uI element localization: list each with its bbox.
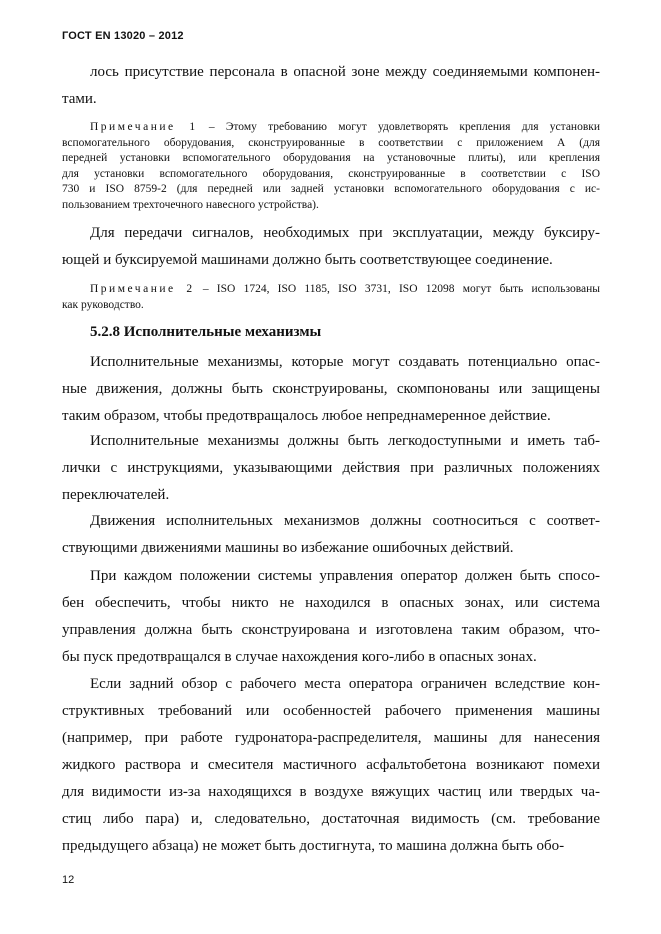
paragraph bbox=[62, 428, 600, 509]
text-line: жидкого раствора и смесителя мастичного асфальтобетона возникают помехи bbox=[62, 757, 600, 773]
note-1 bbox=[62, 120, 600, 213]
note-2 bbox=[62, 282, 600, 313]
text-line: Исполнительные механизмы, которые могут создавать потенциально опас- bbox=[90, 354, 600, 370]
text-line: бы пуск предотвращался в случае нахождения кого-либо в опасных зонах. bbox=[62, 649, 537, 665]
text-line: Если задний обзор с рабочего места оператора ограничен вследствие кон- bbox=[90, 676, 600, 692]
note-line: передней установки вспомогательного оборудования на установочные плиты), или крепления bbox=[62, 152, 600, 164]
text-line: Исполнительные механизмы должны быть легкодоступными и иметь таб- bbox=[90, 433, 600, 449]
note-line bbox=[62, 120, 600, 136]
note-line: 730 и ISO 8759-2 (для передней или задней установки вспомогательного оборудования с ис- bbox=[62, 183, 600, 195]
text-line: лось присутствие персонала в опасной зоне между соединяемыми компонен- bbox=[90, 64, 600, 80]
text-line: переключателей. bbox=[62, 487, 170, 503]
text-line: предыдущего абзаца) не может быть достигнута, то машина должна быть обо- bbox=[62, 838, 565, 854]
text-line: управления должна быть сконструирована и изготовлена таким образом, что- bbox=[62, 622, 600, 638]
text-line: бен обеспечить, чтобы никто не находился в опасных зонах, или система bbox=[62, 595, 600, 611]
text-line: структивных требований или особенностей рабочего применения машины bbox=[62, 703, 600, 719]
text-line: Движения исполнительных механизмов должны соотноситься с соответ- bbox=[90, 513, 600, 529]
paragraph bbox=[62, 220, 600, 274]
note-label: Примечание 1 bbox=[90, 121, 198, 133]
paragraph bbox=[62, 59, 600, 113]
paragraph bbox=[62, 349, 600, 430]
note-text: – ISO 1724, ISO 1185, ISO 3731, ISO 12098 могут быть использованы bbox=[202, 283, 600, 295]
text-line: лички с инструкциями, указывающими действия при различных положениях bbox=[62, 460, 600, 476]
paragraph bbox=[62, 563, 600, 671]
section-heading: 5.2.8 Исполнительные механизмы bbox=[90, 324, 322, 340]
text-line: Для передачи сигналов, необходимых при эксплуатации, между буксиру- bbox=[90, 225, 600, 241]
note-line: пользованием трехточечного навесного устройства). bbox=[62, 198, 319, 211]
note-line: для установки вспомогательного оборудования, сконструированные в соответствии с ISO bbox=[62, 167, 600, 180]
paragraph bbox=[62, 671, 600, 860]
text-line: (например, при работе гудронатора-распределителя, машины для нанесения bbox=[62, 730, 600, 746]
note-text: – Этому требованию могут удовлетворять крепления для установки bbox=[208, 121, 600, 133]
text-line: стиц либо пара) и, следовательно, достаточная видимость (см. требование bbox=[62, 811, 600, 827]
text-line: ющей и буксируемой машинами должно быть соответствующее соединение. bbox=[62, 252, 553, 268]
note-line: вспомогательного оборудования, сконструированные в соответствии с приложением А (для bbox=[62, 136, 600, 149]
text-line: При каждом положении системы управления оператор должен быть спосо- bbox=[90, 568, 600, 584]
page-number: 12 bbox=[62, 874, 75, 886]
note-line bbox=[62, 282, 600, 298]
text-line: ные движения, должны быть сконструированы, скомпонованы или защищены bbox=[62, 381, 600, 397]
text-line: ствующими движениями машины во избежание ошибочных действий. bbox=[62, 540, 514, 556]
note-label: Примечание 2 bbox=[90, 283, 195, 295]
paragraph bbox=[62, 508, 600, 562]
text-line: тами. bbox=[62, 91, 97, 107]
note-line: как руководство. bbox=[62, 298, 144, 311]
text-line: для видимости из-за находящихся в воздухе вяжущих частиц или твердых ча- bbox=[62, 784, 600, 800]
document-header: ГОСТ EN 13020 – 2012 bbox=[62, 30, 184, 42]
text-line: таким образом, чтобы предотвращалось любое непреднамеренное действие. bbox=[62, 408, 551, 424]
